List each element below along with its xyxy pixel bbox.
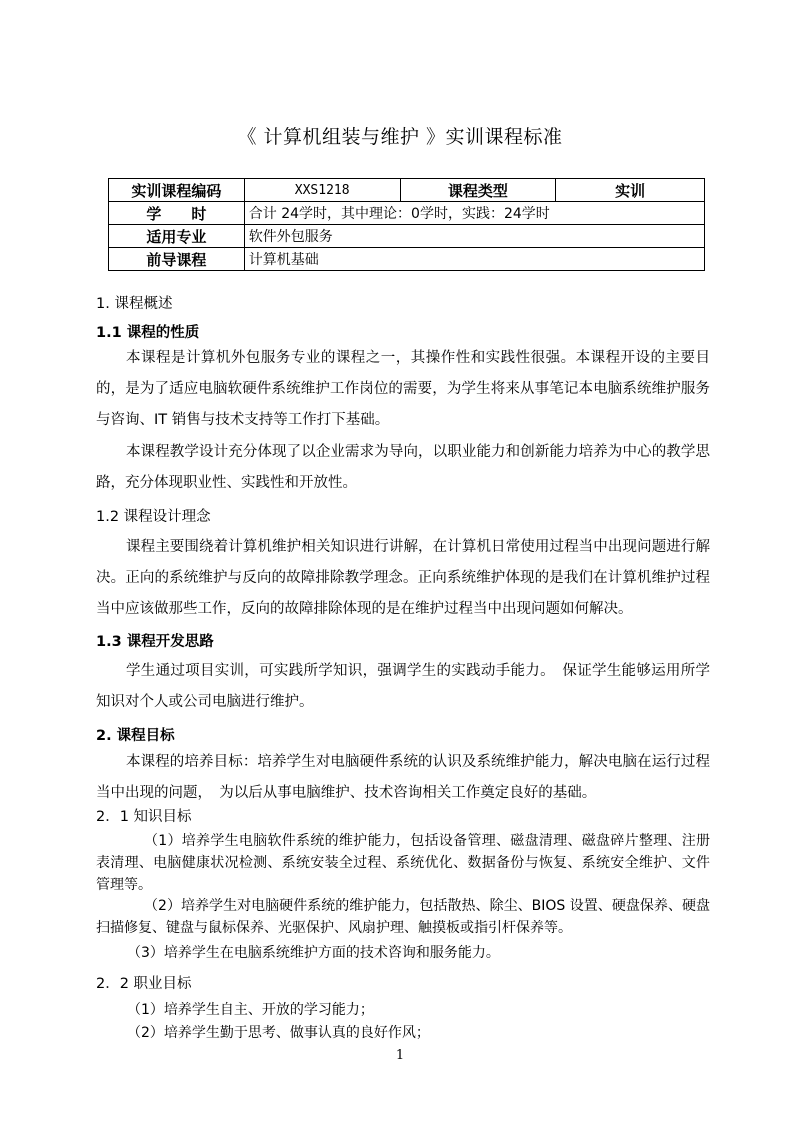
paragraph: 本课程教学设计充分体现了以企业需求为导向，以职业能力和创新能力培养为中心的教学思路，充分体现职业性、实践性和开放性。 bbox=[96, 444, 710, 491]
table-row bbox=[109, 248, 705, 271]
paragraph: 本课程是计算机外包服务专业的课程之一，其操作性和实践性很强。本课程开设的主要目的，是为了适应电脑软硬件系统维护工作岗位的需要，为学生将来从事笔记本电脑系统维护服务与咨询、IT 销售与技术支持等工作打下基础。 bbox=[96, 350, 710, 428]
section-heading: 1.3 课程开发思路 bbox=[96, 634, 214, 650]
list-item: （3）培养学生在电脑系统维护方面的技术咨询和服务能力。 bbox=[127, 945, 500, 961]
course-info-table bbox=[108, 178, 705, 271]
table-row bbox=[109, 179, 705, 202]
major-value: 软件外包服务 bbox=[244, 225, 704, 248]
paragraph: 学生通过项目实训，可实践所学知识，强调学生的实践动手能力。 保证学生能够运用所学知识对个人或公司电脑进行维护。 bbox=[96, 663, 710, 710]
table-row bbox=[109, 225, 705, 248]
page-number: 1 bbox=[395, 1048, 405, 1063]
course-code-value: XXS1218 bbox=[244, 179, 400, 202]
hours-value: 合计 24学时，其中理论：0学时，实践：24学时 bbox=[244, 202, 704, 225]
hours-label: 学 时 bbox=[109, 202, 245, 225]
section-heading: 1.1 课程的性质 bbox=[96, 325, 200, 341]
prerequisite-label: 前导课程 bbox=[109, 248, 245, 271]
course-type-value: 实训 bbox=[556, 179, 705, 202]
paragraph: 本课程的培养目标：培养学生对电脑硬件系统的认识及系统维护能力，解决电脑在运行过程当中出现的问题， 为以后从事电脑维护、技术咨询相关工作奠定良好的基础。 bbox=[96, 754, 710, 801]
table-row bbox=[109, 202, 705, 225]
paragraph: （1）培养学生电脑软件系统的维护能力，包括设备管理、磁盘清理、磁盘碎片整理、注册表清理、电脑健康状况检测、系统安装全过程、系统优化、数据备份与恢复、系统安全维护、文件管理等。 bbox=[96, 833, 710, 893]
section-heading: 2．2 职业目标 bbox=[96, 976, 192, 992]
course-code-label: 实训课程编码 bbox=[109, 179, 245, 202]
list-item: （2）培养学生勤于思考、做事认真的良好作风； bbox=[127, 1025, 430, 1041]
prerequisite-value: 计算机基础 bbox=[244, 248, 704, 271]
paragraph: （2）培养学生对电脑硬件系统的维护能力，包括散热、除尘、BIOS 设置、硬盘保养、硬盘扫描修复、键盘与鼠标保养、光驱保护、风扇护理、触摸板或指引杆保养等。 bbox=[96, 898, 710, 936]
section-heading: 1. 课程概述 bbox=[96, 296, 173, 312]
section-heading: 2. 课程目标 bbox=[96, 728, 175, 744]
section-heading: 2．1 知识目标 bbox=[96, 809, 192, 825]
course-type-label: 课程类型 bbox=[400, 179, 556, 202]
paragraph: 课程主要围绕着计算机维护相关知识进行讲解，在计算机日常使用过程当中出现问题进行解决。正向的系统维护与反向的故障排除教学理念。正向系统维护体现的是我们在计算机维护过程当中应该做那些工作，反向的故障排除体现的是在维护过程当中出现问题如何解决。 bbox=[96, 539, 710, 617]
page-title: 《 计算机组装与维护 》实训课程标准 bbox=[237, 126, 563, 148]
list-item: （1）培养学生自主、开放的学习能力； bbox=[127, 1002, 374, 1018]
major-label: 适用专业 bbox=[109, 225, 245, 248]
section-heading: 1.2 课程设计理念 bbox=[96, 509, 211, 525]
